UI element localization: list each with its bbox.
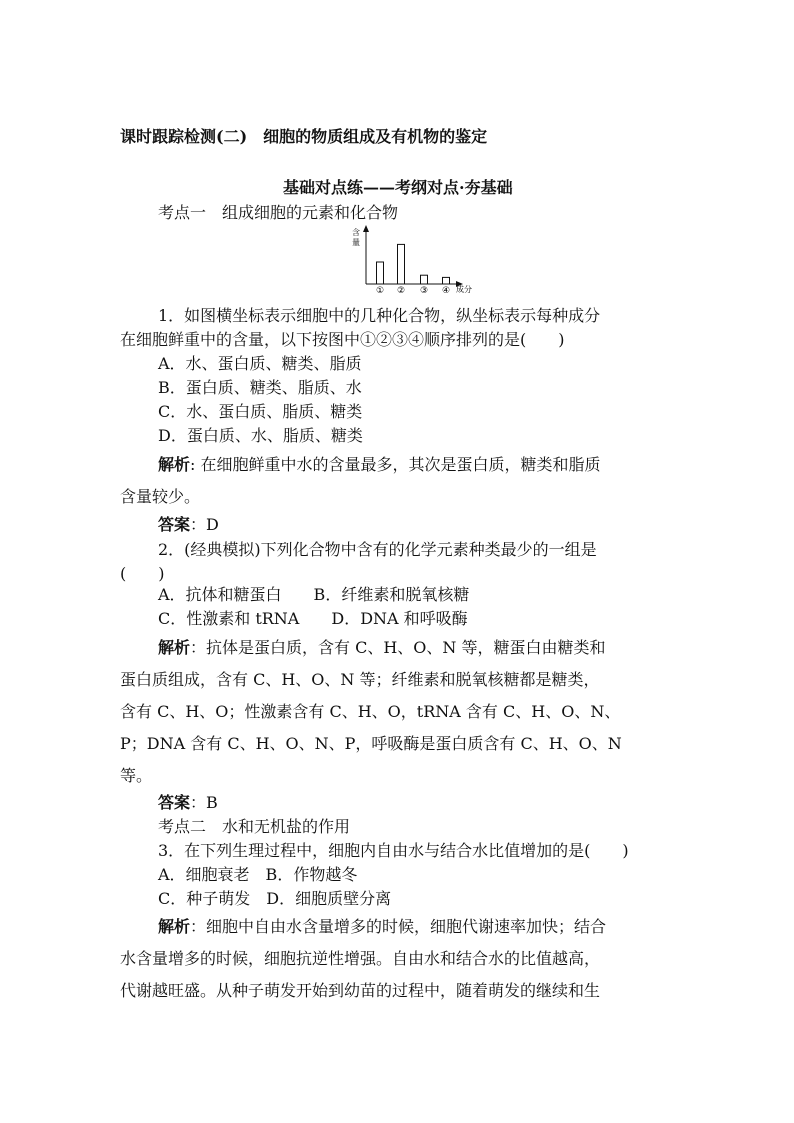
q2-analysis-line3: 含有 C、H、O；性激素含有 C、H、O，tRNA 含有 C、H、O、N、 <box>120 702 621 721</box>
q2-answer-label: 答案 <box>158 793 191 812</box>
q3-analysis-label: 解析 <box>158 917 191 936</box>
q1-analysis-text: : 在细胞鲜重中水的含量最多，其次是蛋白质，糖类和脂质 <box>190 455 601 474</box>
q1-analysis-label: 解析 <box>158 455 191 474</box>
q1-answer-label: 答案 <box>158 515 191 534</box>
x-axis-label: 成分 <box>456 285 472 294</box>
q2-stem-line1: 2．(经典模拟)下列化合物中含有的化学元素种类最少的一组是 <box>158 540 597 559</box>
q1-stem-line1: 1．如图横坐标表示细胞中的几种化合物，纵坐标表示每种成分 <box>158 306 601 325</box>
q2-stem-line2: ( ) <box>120 564 165 583</box>
q2-analysis-line2: 蛋白质组成，含有 C、H、O、N 等；纤维素和脱氧核糖都是糖类， <box>120 670 600 689</box>
q3-analysis-line2: 水含量增多的时候，细胞抗逆性增强。自由水和结合水的比值越高， <box>120 949 601 968</box>
q2-options-line2: C．性激素和 tRNA D．DNA 和呼吸酶 <box>158 609 468 628</box>
section-heading-2: 考点二 水和无机盐的作用 <box>158 817 351 836</box>
q3-stem: 3．在下列生理过程中，细胞内自由水与结合水比值增加的是( ) <box>158 841 629 860</box>
category-label-2: ② <box>396 286 406 294</box>
q2-answer-value: ：B <box>190 793 218 812</box>
category-labels <box>376 286 450 294</box>
q2-analysis-line5: 等。 <box>120 766 153 785</box>
q1-answer-value: ：D <box>190 515 219 534</box>
q1-option-c: C．水、蛋白质、脂质、糖类 <box>158 402 363 421</box>
q1-stem-line2: 在细胞鲜重中的含量，以下按图中①②③④顺序排列的是( ) <box>120 330 565 349</box>
category-label-3: ③ <box>419 286 429 294</box>
q3-options-line1: A．细胞衰老 B．作物越冬 <box>158 865 358 884</box>
section-heading-1: 考点一 组成细胞的元素和化合物 <box>158 203 399 222</box>
q3-analysis-line3: 代谢越旺盛。从种子萌发开始到幼苗的过程中，随着萌发的继续和生 <box>120 981 601 1000</box>
q1-option-a: A．水、蛋白质、糖类、脂质 <box>158 354 362 373</box>
q3-analysis-line1 <box>158 914 606 937</box>
composition-bar-chart <box>340 224 500 294</box>
bar-group <box>377 244 450 284</box>
q1-option-d: D．蛋白质、水、脂质、糖类 <box>158 426 363 445</box>
q1-answer <box>158 512 219 535</box>
q3-analysis-text: ：细胞中自由水含量增多的时候，细胞代谢速率加快；结合 <box>190 917 607 936</box>
q2-options-line1: A．抗体和糖蛋白 B．纤维素和脱氧核糖 <box>158 585 470 604</box>
y-axis-label-1: 含 <box>352 228 360 237</box>
q1-analysis-line2: 含量较少。 <box>120 487 201 506</box>
y-axis-arrow <box>363 225 369 232</box>
q1-analysis-line1 <box>158 452 601 475</box>
category-label-4: ④ <box>441 286 451 294</box>
q2-analysis-label: 解析 <box>158 638 191 657</box>
q2-analysis-line4: P；DNA 含有 C、H、O、N、P，呼吸酶是蛋白质含有 C、H、O、N <box>120 734 622 753</box>
q3-options-line2: C．种子萌发 D．细胞质壁分离 <box>158 889 392 908</box>
page-title: 课时跟踪检测(二) 细胞的物质组成及有机物的鉴定 <box>120 127 488 146</box>
bar-1 <box>377 262 384 284</box>
bar-4 <box>443 277 450 284</box>
bar-2 <box>398 244 405 284</box>
q2-analysis-line1 <box>158 635 606 658</box>
page-subtitle: 基础对点练——考纲对点·夯基础 <box>283 178 513 197</box>
q2-analysis-text: ：抗体是蛋白质，含有 C、H、O、N 等，糖蛋白由糖类和 <box>190 638 606 657</box>
q1-option-b: B．蛋白质、糖类、脂质、水 <box>158 378 362 397</box>
q2-answer <box>158 790 218 813</box>
bar-3 <box>421 275 428 284</box>
y-axis-label-2: 量 <box>352 238 360 247</box>
category-label-1: ① <box>375 286 385 294</box>
